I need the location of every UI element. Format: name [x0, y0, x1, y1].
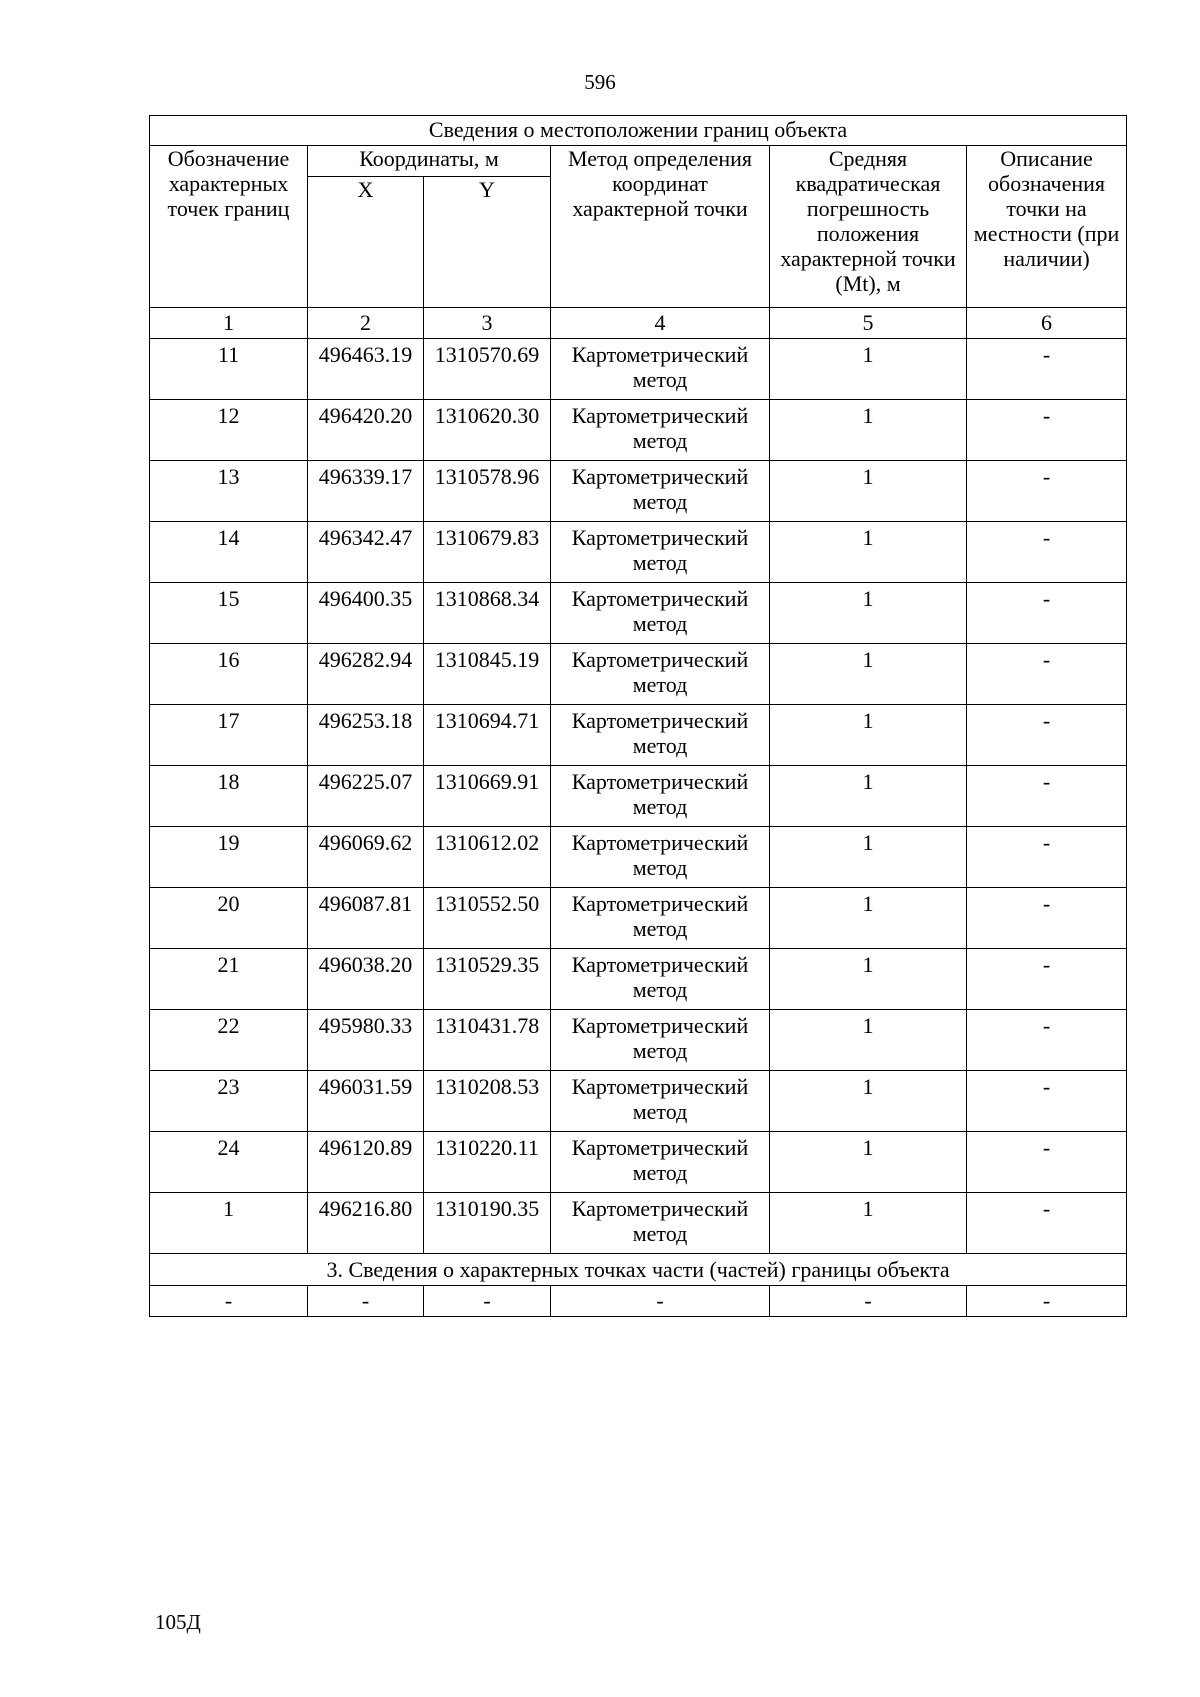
method-cell: Картометрический метод: [551, 400, 770, 461]
x-coordinate: 496120.89: [308, 1132, 424, 1193]
error-value: 1: [770, 1071, 967, 1132]
point-number: 22: [150, 1010, 308, 1071]
table-row: [150, 400, 1127, 461]
error-value: 1: [770, 644, 967, 705]
header-method: Метод определения координат характерной точки: [551, 146, 770, 308]
table-row: [150, 1132, 1127, 1193]
error-value: 1: [770, 888, 967, 949]
table-row: [150, 766, 1127, 827]
method-cell: Картометрический метод: [551, 522, 770, 583]
point-number: 21: [150, 949, 308, 1010]
error-value: 1: [770, 461, 967, 522]
point-number: 18: [150, 766, 308, 827]
description-cell: -: [967, 705, 1127, 766]
method-cell: Картометрический метод: [551, 705, 770, 766]
method-cell: Картометрический метод: [551, 1071, 770, 1132]
x-coordinate: 496342.47: [308, 522, 424, 583]
description-cell: -: [967, 949, 1127, 1010]
x-coordinate: 495980.33: [308, 1010, 424, 1071]
table-row: [150, 1193, 1127, 1254]
error-value: 1: [770, 400, 967, 461]
table-row: [150, 888, 1127, 949]
y-coordinate: 1310552.50: [424, 888, 551, 949]
description-cell: -: [967, 400, 1127, 461]
header-description: Описание обозначения точки на местности (при наличии): [967, 146, 1127, 308]
description-cell: -: [967, 583, 1127, 644]
method-cell: Картометрический метод: [551, 461, 770, 522]
y-coordinate: 1310578.96: [424, 461, 551, 522]
column-number: 3: [424, 308, 551, 339]
table-row: [150, 339, 1127, 400]
x-coordinate: 496216.80: [308, 1193, 424, 1254]
description-cell: -: [967, 1132, 1127, 1193]
y-coordinate: 1310612.02: [424, 827, 551, 888]
table-row: [150, 461, 1127, 522]
dash-cell: -: [551, 1286, 770, 1317]
method-cell: Картометрический метод: [551, 888, 770, 949]
section3-row: [150, 1286, 1127, 1317]
table-row: [150, 1071, 1127, 1132]
dash-cell: -: [424, 1286, 551, 1317]
point-number: 13: [150, 461, 308, 522]
error-value: 1: [770, 1010, 967, 1071]
x-coordinate: 496038.20: [308, 949, 424, 1010]
footer-code: 105Д: [155, 1610, 201, 1634]
error-value: 1: [770, 949, 967, 1010]
y-coordinate: 1310570.69: [424, 339, 551, 400]
x-coordinate: 496253.18: [308, 705, 424, 766]
error-value: 1: [770, 522, 967, 583]
method-cell: Картометрический метод: [551, 827, 770, 888]
error-value: 1: [770, 766, 967, 827]
y-coordinate: 1310868.34: [424, 583, 551, 644]
description-cell: -: [967, 461, 1127, 522]
dash-cell: -: [150, 1286, 308, 1317]
column-number: 6: [967, 308, 1127, 339]
method-cell: Картометрический метод: [551, 949, 770, 1010]
table-row: [150, 522, 1127, 583]
point-number: 1: [150, 1193, 308, 1254]
y-coordinate: 1310620.30: [424, 400, 551, 461]
table-row: [150, 827, 1127, 888]
y-coordinate: 1310208.53: [424, 1071, 551, 1132]
description-cell: -: [967, 522, 1127, 583]
y-coordinate: 1310190.35: [424, 1193, 551, 1254]
error-value: 1: [770, 827, 967, 888]
y-coordinate: 1310694.71: [424, 705, 551, 766]
description-cell: -: [967, 1071, 1127, 1132]
page-number: 596: [584, 70, 616, 94]
y-coordinate: 1310220.11: [424, 1132, 551, 1193]
description-cell: -: [967, 827, 1127, 888]
dash-cell: -: [308, 1286, 424, 1317]
boundary-table: [149, 115, 1127, 1317]
dash-cell: -: [967, 1286, 1127, 1317]
x-coordinate: 496282.94: [308, 644, 424, 705]
point-number: 20: [150, 888, 308, 949]
method-cell: Картометрический метод: [551, 339, 770, 400]
point-number: 11: [150, 339, 308, 400]
x-coordinate: 496087.81: [308, 888, 424, 949]
error-value: 1: [770, 1193, 967, 1254]
column-numbers-row: [150, 308, 1127, 339]
table-row: [150, 644, 1127, 705]
table-row: [150, 1010, 1127, 1071]
description-cell: -: [967, 1193, 1127, 1254]
description-cell: -: [967, 339, 1127, 400]
x-coordinate: 496339.17: [308, 461, 424, 522]
error-value: 1: [770, 1132, 967, 1193]
x-coordinate: 496225.07: [308, 766, 424, 827]
x-coordinate: 496031.59: [308, 1071, 424, 1132]
y-coordinate: 1310431.78: [424, 1010, 551, 1071]
column-number: 1: [150, 308, 308, 339]
table-title: Сведения о местоположении границ объекта: [150, 116, 1127, 146]
point-number: 19: [150, 827, 308, 888]
column-number: 5: [770, 308, 967, 339]
x-coordinate: 496069.62: [308, 827, 424, 888]
point-number: 16: [150, 644, 308, 705]
y-coordinate: 1310845.19: [424, 644, 551, 705]
column-number: 4: [551, 308, 770, 339]
method-cell: Картометрический метод: [551, 766, 770, 827]
point-number: 14: [150, 522, 308, 583]
header-x: X: [308, 177, 424, 308]
column-number: 2: [308, 308, 424, 339]
table-row: [150, 705, 1127, 766]
y-coordinate: 1310669.91: [424, 766, 551, 827]
point-number: 23: [150, 1071, 308, 1132]
header-error: Средняя квадратическая погрешность положения характерной точки (Mt), м: [770, 146, 967, 308]
x-coordinate: 496400.35: [308, 583, 424, 644]
y-coordinate: 1310679.83: [424, 522, 551, 583]
description-cell: -: [967, 888, 1127, 949]
method-cell: Картометрический метод: [551, 1010, 770, 1071]
error-value: 1: [770, 583, 967, 644]
description-cell: -: [967, 644, 1127, 705]
header-y: Y: [424, 177, 551, 308]
method-cell: Картометрический метод: [551, 644, 770, 705]
header-coordinates: Координаты, м: [308, 146, 551, 177]
description-cell: -: [967, 1010, 1127, 1071]
y-coordinate: 1310529.35: [424, 949, 551, 1010]
section3-title: 3. Сведения о характерных точках части (частей) границы объекта: [150, 1254, 1127, 1286]
description-cell: -: [967, 766, 1127, 827]
point-number: 17: [150, 705, 308, 766]
point-number: 24: [150, 1132, 308, 1193]
error-value: 1: [770, 705, 967, 766]
header-designation: Обозначение характерных точек границ: [150, 146, 308, 308]
method-cell: Картометрический метод: [551, 583, 770, 644]
dash-cell: -: [770, 1286, 967, 1317]
point-number: 12: [150, 400, 308, 461]
point-number: 15: [150, 583, 308, 644]
table-row: [150, 949, 1127, 1010]
table-row: [150, 583, 1127, 644]
error-value: 1: [770, 339, 967, 400]
x-coordinate: 496420.20: [308, 400, 424, 461]
x-coordinate: 496463.19: [308, 339, 424, 400]
method-cell: Картометрический метод: [551, 1193, 770, 1254]
method-cell: Картометрический метод: [551, 1132, 770, 1193]
